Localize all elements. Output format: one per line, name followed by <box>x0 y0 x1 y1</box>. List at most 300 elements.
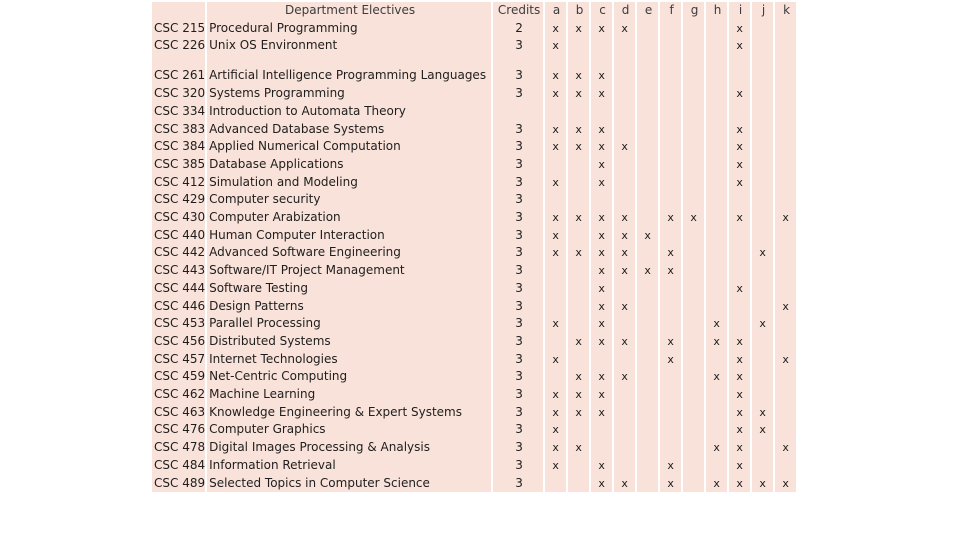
outcome-mark <box>752 280 773 298</box>
outcome-mark <box>637 368 658 386</box>
outcome-mark <box>775 55 796 85</box>
outcome-mark <box>545 280 566 298</box>
course-row <box>152 138 796 156</box>
outcome-mark: x <box>729 475 750 493</box>
outcome-mark <box>568 103 589 121</box>
outcome-mark: x <box>591 121 612 139</box>
outcome-mark <box>775 262 796 280</box>
course-code: CSC 384 <box>152 138 205 156</box>
outcome-mark: x <box>591 333 612 351</box>
outcome-mark: x <box>568 386 589 404</box>
outcome-mark: x <box>729 457 750 475</box>
outcome-mark: x <box>775 298 796 316</box>
course-title: Internet Technologies <box>207 351 491 369</box>
course-code: CSC 429 <box>152 191 205 209</box>
outcome-mark: x <box>591 174 612 192</box>
outcome-mark <box>637 191 658 209</box>
course-credits: 3 <box>493 439 543 457</box>
outcome-mark: x <box>614 475 635 493</box>
outcome-mark <box>614 351 635 369</box>
outcome-mark <box>568 280 589 298</box>
outcome-mark <box>752 37 773 55</box>
course-code: CSC 385 <box>152 156 205 174</box>
outcome-mark: x <box>729 404 750 422</box>
outcome-mark: x <box>729 386 750 404</box>
outcome-mark: x <box>706 439 727 457</box>
course-title: Machine Learning <box>207 386 491 404</box>
course-code: CSC 484 <box>152 457 205 475</box>
course-title: Digital Images Processing & Analysis <box>207 439 491 457</box>
outcome-mark <box>706 191 727 209</box>
outcome-mark: x <box>729 209 750 227</box>
outcome-mark: x <box>729 368 750 386</box>
course-credits: 3 <box>493 191 543 209</box>
course-credits: 3 <box>493 262 543 280</box>
outcome-mark <box>752 298 773 316</box>
outcome-mark <box>683 315 704 333</box>
outcome-mark <box>683 457 704 475</box>
outcome-mark: x <box>660 262 681 280</box>
outcome-header: k <box>775 2 796 20</box>
course-credits: 3 <box>493 421 543 439</box>
outcome-mark: x <box>729 280 750 298</box>
course-code: CSC 489 <box>152 475 205 493</box>
outcome-mark: x <box>729 439 750 457</box>
outcome-mark: x <box>591 85 612 103</box>
outcome-mark <box>683 121 704 139</box>
outcome-mark: x <box>729 421 750 439</box>
outcome-mark <box>568 156 589 174</box>
outcome-mark: x <box>545 227 566 245</box>
course-code: CSC 430 <box>152 209 205 227</box>
outcome-mark <box>752 457 773 475</box>
course-row <box>152 227 796 245</box>
outcome-mark: x <box>568 244 589 262</box>
outcome-mark <box>729 244 750 262</box>
outcome-mark <box>775 174 796 192</box>
outcome-mark <box>775 85 796 103</box>
course-row <box>152 368 796 386</box>
outcome-mark <box>706 174 727 192</box>
course-title: Advanced Database Systems <box>207 121 491 139</box>
outcome-mark <box>729 227 750 245</box>
outcome-mark <box>637 404 658 422</box>
outcome-mark <box>637 280 658 298</box>
outcome-mark <box>545 475 566 493</box>
outcome-mark <box>637 103 658 121</box>
outcome-mark <box>706 55 727 85</box>
course-code: CSC 443 <box>152 262 205 280</box>
outcome-mark <box>706 37 727 55</box>
outcome-mark <box>637 244 658 262</box>
course-row <box>152 103 796 121</box>
outcome-mark <box>545 368 566 386</box>
course-title: Applied Numerical Computation <box>207 138 491 156</box>
code-header <box>152 2 205 20</box>
course-code: CSC 478 <box>152 439 205 457</box>
outcome-mark <box>683 262 704 280</box>
course-credits: 3 <box>493 368 543 386</box>
outcome-mark: x <box>614 333 635 351</box>
outcome-mark <box>775 227 796 245</box>
outcome-mark <box>660 55 681 85</box>
course-row <box>152 421 796 439</box>
outcome-mark <box>752 156 773 174</box>
outcome-mark: x <box>775 475 796 493</box>
outcome-mark <box>660 156 681 174</box>
outcome-mark: x <box>545 421 566 439</box>
outcome-mark <box>752 333 773 351</box>
outcome-mark: x <box>591 457 612 475</box>
outcome-mark: x <box>706 475 727 493</box>
outcome-mark: x <box>545 55 566 85</box>
course-credits: 3 <box>493 174 543 192</box>
outcome-mark: x <box>568 209 589 227</box>
outcome-mark: x <box>568 404 589 422</box>
course-credits: 3 <box>493 351 543 369</box>
outcome-mark <box>752 386 773 404</box>
outcome-mark <box>706 209 727 227</box>
outcome-mark: x <box>545 174 566 192</box>
outcome-mark <box>775 138 796 156</box>
outcome-mark <box>637 138 658 156</box>
outcome-mark <box>660 386 681 404</box>
outcome-mark: x <box>729 174 750 192</box>
course-title: Systems Programming <box>207 85 491 103</box>
outcome-mark <box>660 37 681 55</box>
outcome-mark <box>775 333 796 351</box>
outcome-mark: x <box>591 298 612 316</box>
outcome-mark <box>660 298 681 316</box>
outcome-mark <box>568 315 589 333</box>
outcome-mark <box>568 421 589 439</box>
outcome-mark: x <box>568 138 589 156</box>
outcome-mark <box>752 209 773 227</box>
outcome-mark: x <box>637 227 658 245</box>
outcome-mark: x <box>591 138 612 156</box>
outcome-mark <box>591 103 612 121</box>
outcome-mark <box>660 121 681 139</box>
outcome-mark <box>637 315 658 333</box>
course-code: CSC 457 <box>152 351 205 369</box>
course-title: Software/IT Project Management <box>207 262 491 280</box>
course-row <box>152 351 796 369</box>
outcome-mark <box>568 298 589 316</box>
outcome-mark: x <box>660 475 681 493</box>
outcome-mark <box>683 280 704 298</box>
course-row <box>152 457 796 475</box>
course-code: CSC 444 <box>152 280 205 298</box>
outcome-mark <box>752 191 773 209</box>
outcome-mark: x <box>729 333 750 351</box>
outcome-header: i <box>729 2 750 20</box>
outcome-mark <box>775 191 796 209</box>
outcome-mark: x <box>545 138 566 156</box>
outcome-mark <box>591 351 612 369</box>
outcome-mark: x <box>614 368 635 386</box>
course-row <box>152 333 796 351</box>
outcome-mark <box>683 386 704 404</box>
outcome-mark: x <box>568 85 589 103</box>
course-credits: 3 <box>493 475 543 493</box>
outcome-mark <box>752 138 773 156</box>
outcome-header: h <box>706 2 727 20</box>
course-credits: 3 <box>493 386 543 404</box>
outcome-mark <box>706 404 727 422</box>
outcome-mark <box>752 227 773 245</box>
course-credits: 2 <box>493 20 543 38</box>
outcome-mark <box>775 244 796 262</box>
outcome-mark: x <box>545 315 566 333</box>
outcome-mark <box>591 191 612 209</box>
outcome-mark <box>683 227 704 245</box>
outcome-mark <box>568 457 589 475</box>
outcome-mark <box>775 404 796 422</box>
outcome-mark <box>683 174 704 192</box>
outcome-mark <box>752 351 773 369</box>
outcome-mark <box>775 156 796 174</box>
outcome-mark <box>637 20 658 38</box>
outcome-mark <box>752 85 773 103</box>
course-code: CSC 226 <box>152 37 205 55</box>
course-title: Unix OS Environment <box>207 37 491 55</box>
outcome-mark: x <box>614 298 635 316</box>
outcome-mark <box>683 475 704 493</box>
outcome-mark <box>637 457 658 475</box>
outcome-mark <box>614 421 635 439</box>
outcome-mark <box>775 121 796 139</box>
outcome-mark <box>706 103 727 121</box>
course-title: Parallel Processing <box>207 315 491 333</box>
outcome-mark <box>614 280 635 298</box>
course-row <box>152 55 796 85</box>
course-credits: 3 <box>493 333 543 351</box>
outcome-mark <box>683 439 704 457</box>
outcome-mark <box>637 351 658 369</box>
course-title: Knowledge Engineering & Expert Systems <box>207 404 491 422</box>
outcome-mark <box>706 227 727 245</box>
outcome-mark <box>637 333 658 351</box>
outcome-mark: x <box>614 20 635 38</box>
outcome-mark <box>775 20 796 38</box>
outcome-mark: x <box>660 333 681 351</box>
course-code: CSC 383 <box>152 121 205 139</box>
outcome-mark: x <box>568 121 589 139</box>
course-code: CSC 261 <box>152 55 205 85</box>
course-title: Procedural Programming <box>207 20 491 38</box>
outcome-mark <box>775 103 796 121</box>
course-title: Simulation and Modeling <box>207 174 491 192</box>
course-row <box>152 85 796 103</box>
course-code: CSC 412 <box>152 174 205 192</box>
course-row <box>152 121 796 139</box>
outcome-mark <box>706 457 727 475</box>
course-code: CSC 440 <box>152 227 205 245</box>
outcome-mark <box>752 439 773 457</box>
outcome-mark <box>614 103 635 121</box>
outcome-mark <box>683 55 704 85</box>
outcome-mark: x <box>775 351 796 369</box>
outcome-mark: x <box>614 227 635 245</box>
outcome-mark <box>706 20 727 38</box>
outcome-mark <box>660 227 681 245</box>
outcome-mark <box>683 333 704 351</box>
outcome-mark: x <box>568 368 589 386</box>
course-row <box>152 174 796 192</box>
outcome-mark: x <box>591 209 612 227</box>
outcome-mark: x <box>660 244 681 262</box>
outcome-mark <box>568 351 589 369</box>
outcome-mark <box>729 298 750 316</box>
outcome-mark <box>683 20 704 38</box>
electives-title: Department Electives <box>207 2 491 20</box>
outcome-mark <box>752 262 773 280</box>
course-credits: 3 <box>493 55 543 85</box>
outcome-mark <box>683 138 704 156</box>
outcome-mark <box>614 386 635 404</box>
course-credits: 3 <box>493 209 543 227</box>
course-rows <box>152 20 796 493</box>
outcome-mark <box>660 421 681 439</box>
outcome-mark <box>706 156 727 174</box>
outcome-mark <box>729 103 750 121</box>
course-row <box>152 439 796 457</box>
outcome-header: d <box>614 2 635 20</box>
course-code: CSC 476 <box>152 421 205 439</box>
course-title: Computer security <box>207 191 491 209</box>
outcome-mark: x <box>545 20 566 38</box>
electives-table-container <box>150 2 798 492</box>
course-credits: 3 <box>493 227 543 245</box>
outcome-mark <box>637 37 658 55</box>
outcome-mark <box>591 37 612 55</box>
outcome-mark: x <box>729 37 750 55</box>
outcome-mark <box>729 55 750 85</box>
outcome-mark <box>775 386 796 404</box>
outcome-mark: x <box>729 85 750 103</box>
outcome-mark <box>706 298 727 316</box>
outcome-mark <box>545 333 566 351</box>
outcome-mark <box>752 174 773 192</box>
outcome-mark <box>568 174 589 192</box>
outcome-mark <box>637 55 658 85</box>
outcome-mark <box>775 368 796 386</box>
course-row <box>152 156 796 174</box>
course-row <box>152 244 796 262</box>
outcome-mark <box>775 421 796 439</box>
outcome-header: j <box>752 2 773 20</box>
outcome-mark: x <box>752 475 773 493</box>
course-row <box>152 315 796 333</box>
course-credits: 3 <box>493 85 543 103</box>
outcome-mark <box>614 457 635 475</box>
course-code: CSC 442 <box>152 244 205 262</box>
course-code: CSC 453 <box>152 315 205 333</box>
outcome-mark: x <box>706 368 727 386</box>
outcome-mark: x <box>591 244 612 262</box>
outcome-mark <box>614 439 635 457</box>
outcome-header: a <box>545 2 566 20</box>
header-row <box>152 2 796 20</box>
outcome-mark <box>660 368 681 386</box>
course-row <box>152 209 796 227</box>
outcome-mark <box>637 386 658 404</box>
outcome-mark: x <box>591 475 612 493</box>
outcome-mark <box>683 244 704 262</box>
course-title: Design Patterns <box>207 298 491 316</box>
outcome-mark <box>706 280 727 298</box>
outcome-mark <box>637 209 658 227</box>
outcome-mark <box>614 315 635 333</box>
outcome-mark <box>660 174 681 192</box>
outcome-mark: x <box>591 156 612 174</box>
outcome-mark: x <box>545 439 566 457</box>
outcome-mark: x <box>545 85 566 103</box>
outcome-header: b <box>568 2 589 20</box>
outcome-mark: x <box>545 404 566 422</box>
course-credits: 3 <box>493 244 543 262</box>
course-title: Computer Arabization <box>207 209 491 227</box>
outcome-mark <box>706 386 727 404</box>
outcome-mark: x <box>729 156 750 174</box>
credits-header: Credits <box>493 2 543 20</box>
outcome-mark <box>591 421 612 439</box>
course-row <box>152 191 796 209</box>
course-title: Selected Topics in Computer Science <box>207 475 491 493</box>
course-row <box>152 386 796 404</box>
outcome-mark: x <box>591 262 612 280</box>
outcome-mark: x <box>568 439 589 457</box>
course-title: Computer Graphics <box>207 421 491 439</box>
course-credits: 3 <box>493 121 543 139</box>
outcome-mark <box>706 85 727 103</box>
outcome-mark <box>683 156 704 174</box>
course-row <box>152 404 796 422</box>
course-code: CSC 463 <box>152 404 205 422</box>
course-title: Distributed Systems <box>207 333 491 351</box>
course-title: Human Computer Interaction <box>207 227 491 245</box>
course-row <box>152 280 796 298</box>
course-code: CSC 456 <box>152 333 205 351</box>
outcome-mark <box>660 404 681 422</box>
outcome-mark <box>545 298 566 316</box>
outcome-mark <box>683 351 704 369</box>
outcome-mark: x <box>545 209 566 227</box>
outcome-mark <box>706 421 727 439</box>
outcome-mark: x <box>775 209 796 227</box>
outcome-mark: x <box>752 244 773 262</box>
outcome-mark: x <box>591 227 612 245</box>
outcome-mark <box>683 191 704 209</box>
outcome-mark: x <box>614 209 635 227</box>
outcome-mark <box>637 439 658 457</box>
outcome-mark <box>729 262 750 280</box>
outcome-mark: x <box>591 404 612 422</box>
outcome-mark: x <box>660 457 681 475</box>
course-code: CSC 462 <box>152 386 205 404</box>
outcome-mark <box>775 457 796 475</box>
outcome-mark <box>614 85 635 103</box>
outcome-mark: x <box>614 262 635 280</box>
outcome-mark <box>683 368 704 386</box>
outcome-mark: x <box>683 209 704 227</box>
outcome-mark: x <box>706 333 727 351</box>
outcome-mark <box>660 315 681 333</box>
course-title: Information Retrieval <box>207 457 491 475</box>
outcome-mark: x <box>591 368 612 386</box>
course-credits: 3 <box>493 457 543 475</box>
outcome-mark <box>775 37 796 55</box>
